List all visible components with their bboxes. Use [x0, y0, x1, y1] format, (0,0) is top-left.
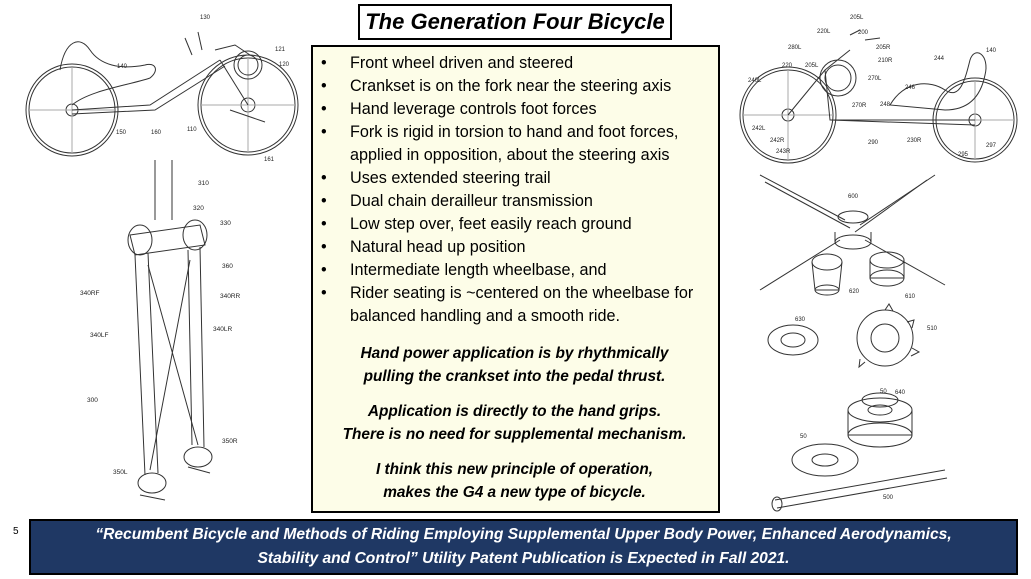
principle-paragraph	[321, 458, 708, 504]
svg-text:310: 310	[198, 180, 209, 187]
list-item-text: Uses extended steering trail	[350, 169, 551, 187]
fork-assembly-drawing	[80, 155, 255, 510]
list-item-text: Hand leverage controls foot forces	[350, 100, 597, 118]
bullet-icon: •	[321, 238, 327, 256]
list-item	[321, 236, 708, 259]
paragraph-line: pulling the crankset into the pedal thrust.	[363, 368, 666, 385]
bicycle-side-drawing-right	[730, 10, 1025, 170]
paragraph-line: makes the G4 a new type of bicycle.	[383, 484, 646, 501]
page-number: 5	[13, 526, 19, 537]
slide-title: The Generation Four Bicycle	[365, 9, 665, 34]
bullet-icon: •	[321, 123, 327, 141]
svg-text:340RR: 340RR	[220, 293, 241, 300]
footer-line-2: Stability and Control” Utility Patent Publication is Expected in Fall 2021.	[257, 550, 790, 567]
list-item	[321, 167, 708, 190]
svg-text:161: 161	[264, 157, 275, 163]
svg-text:350L: 350L	[113, 469, 128, 476]
bicycle-side-drawing-left	[20, 10, 305, 165]
svg-text:280L: 280L	[788, 45, 802, 51]
svg-text:330: 330	[220, 220, 231, 227]
feature-list	[321, 52, 708, 328]
svg-text:600: 600	[848, 194, 859, 200]
title-box	[358, 4, 672, 40]
bullet-icon: •	[321, 169, 327, 187]
list-item-text: Front wheel driven and steered	[350, 54, 574, 72]
svg-text:140: 140	[117, 64, 128, 70]
svg-text:121: 121	[275, 47, 286, 53]
footer-line-1: “Recumbent Bicycle and Methods of Riding Employing Supplemental Upper Body Power, Enhanced Aerodynamics,	[95, 526, 952, 543]
patent-footer-banner	[29, 519, 1018, 575]
svg-text:242L: 242L	[752, 126, 766, 132]
svg-text:150: 150	[116, 130, 127, 136]
svg-text:243R: 243R	[776, 149, 791, 155]
paragraph-line: I think this new principle of operation,	[375, 461, 654, 478]
list-item	[321, 190, 708, 213]
svg-text:510: 510	[927, 326, 938, 332]
list-item	[321, 121, 708, 167]
svg-text:640: 640	[895, 390, 906, 396]
svg-text:340LF: 340LF	[90, 332, 109, 339]
bullet-icon: •	[321, 215, 327, 233]
bullet-icon: •	[321, 261, 327, 279]
svg-text:220L: 220L	[817, 29, 831, 35]
svg-text:340RF: 340RF	[80, 290, 100, 297]
svg-text:110: 110	[187, 127, 197, 133]
bullet-icon: •	[321, 54, 327, 72]
svg-text:244: 244	[934, 56, 945, 62]
svg-text:360: 360	[222, 263, 233, 270]
svg-text:630: 630	[795, 317, 806, 323]
list-item-text: Crankset is on the fork near the steering axis	[350, 77, 672, 95]
list-item	[321, 52, 708, 75]
bullet-icon: •	[321, 284, 327, 302]
svg-text:248: 248	[880, 102, 891, 108]
svg-text:210R: 210R	[878, 58, 893, 64]
bullet-icon: •	[321, 77, 327, 95]
hand-power-paragraph	[321, 342, 708, 388]
paragraph-line: There is no need for supplemental mechanism.	[342, 426, 687, 443]
list-item-text: Natural head up position	[350, 238, 526, 256]
svg-text:270R: 270R	[852, 103, 867, 109]
svg-text:205R: 205R	[876, 45, 891, 51]
list-item	[321, 259, 708, 282]
svg-text:130: 130	[200, 15, 211, 21]
list-item	[321, 282, 708, 328]
svg-text:500: 500	[883, 495, 894, 501]
svg-text:246: 246	[905, 85, 916, 91]
list-item	[321, 98, 708, 121]
svg-text:200: 200	[858, 30, 869, 36]
list-item-text: Rider seating is ~centered on the wheelbase for balanced handling and a smooth ride.	[350, 284, 694, 325]
svg-text:290: 290	[868, 140, 879, 146]
svg-text:220: 220	[782, 63, 793, 69]
svg-text:205L: 205L	[805, 63, 819, 69]
bullet-icon: •	[321, 100, 327, 118]
hub-parts-exploded-drawing	[755, 170, 955, 515]
list-item	[321, 213, 708, 236]
svg-text:350R: 350R	[222, 438, 238, 445]
svg-text:50: 50	[880, 389, 887, 395]
svg-text:297: 297	[986, 143, 997, 149]
svg-text:160: 160	[151, 130, 162, 136]
svg-text:230R: 230R	[907, 138, 922, 144]
list-item-text: Fork is rigid in torsion to hand and foot forces, applied in opposition, about the steering axis	[350, 123, 679, 164]
list-item-text: Dual chain derailleur transmission	[350, 192, 593, 210]
svg-text:120: 120	[279, 62, 290, 68]
application-paragraph	[321, 400, 708, 446]
svg-text:295: 295	[958, 152, 969, 158]
svg-text:300: 300	[87, 397, 98, 404]
list-item-text: Low step over, feet easily reach ground	[350, 215, 632, 233]
list-item-text: Intermediate length wheelbase, and	[350, 261, 607, 279]
svg-text:140: 140	[986, 48, 997, 54]
paragraph-line: Application is directly to the hand grips.	[367, 403, 662, 420]
svg-text:270L: 270L	[868, 76, 882, 82]
svg-text:620: 620	[849, 289, 860, 295]
svg-text:205L: 205L	[850, 15, 864, 21]
svg-text:50: 50	[800, 434, 807, 440]
svg-text:240L: 240L	[748, 78, 762, 84]
svg-text:320: 320	[193, 205, 204, 212]
list-item	[321, 75, 708, 98]
bullet-icon: •	[321, 192, 327, 210]
svg-text:340LR: 340LR	[213, 326, 233, 333]
feature-text-box	[311, 45, 720, 513]
svg-text:242R: 242R	[770, 138, 785, 144]
paragraph-line: Hand power application is by rhythmically	[360, 345, 669, 362]
svg-text:610: 610	[905, 294, 916, 300]
